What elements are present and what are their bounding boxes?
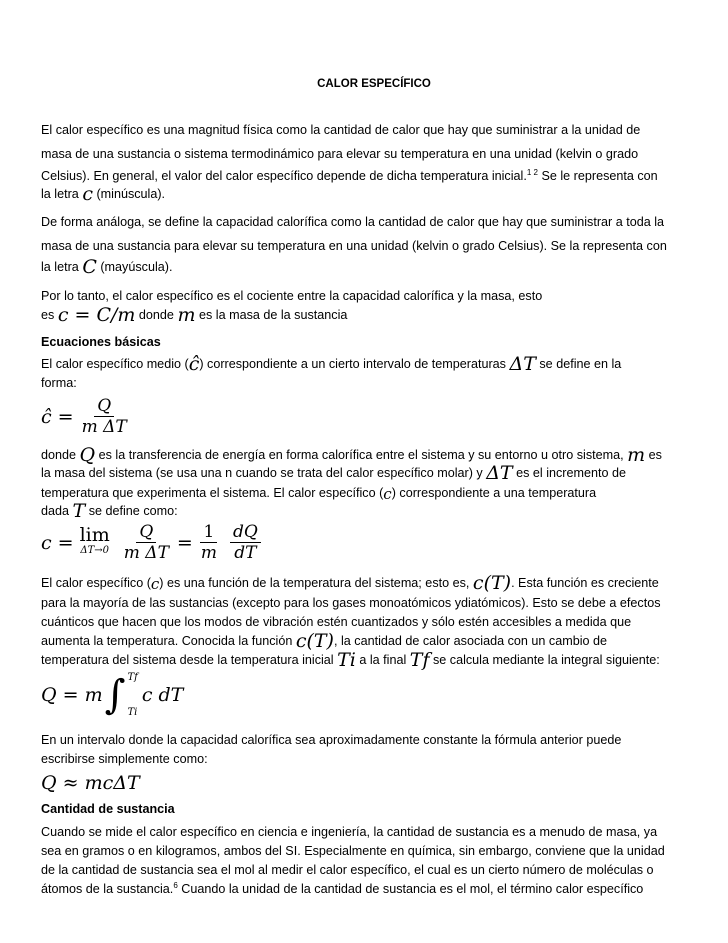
paragraph-3-line-1: Por lo tanto, el calor específico es el cociente entre la capacidad calorífica y la masa, esto bbox=[41, 289, 543, 303]
text: la letra bbox=[41, 187, 83, 201]
math-symbol: C bbox=[82, 256, 97, 278]
paragraph-6-line-5 bbox=[41, 649, 660, 671]
text: se define como: bbox=[85, 504, 178, 518]
denominator: m ΔT bbox=[81, 417, 127, 437]
math-symbol: T bbox=[72, 500, 86, 522]
paragraph-4-line-1 bbox=[41, 353, 622, 375]
paragraph-5-line-3 bbox=[41, 485, 596, 502]
paragraph-5-line-2 bbox=[41, 462, 627, 484]
text: átomos de la sustancia. bbox=[41, 882, 174, 896]
math-expression: c(T) bbox=[295, 630, 334, 652]
equation-constant-heat: Q ≈ mcΔT bbox=[41, 772, 140, 794]
integral-sign: ∫ bbox=[104, 672, 126, 718]
text: es la masa de la sustancia bbox=[195, 308, 348, 322]
text: temperatura que experimenta el sistema. El calor específico ( bbox=[41, 486, 384, 500]
denominator: m ΔT bbox=[123, 543, 169, 563]
text: Cuando la unidad de la cantidad de sustancia es el mol, el término calor específico bbox=[177, 882, 644, 896]
math-symbol: ΔT bbox=[486, 462, 513, 484]
math-symbol: ĉ bbox=[188, 353, 200, 375]
text: donde bbox=[41, 448, 80, 462]
paragraph-1-line-3 bbox=[41, 168, 658, 184]
paragraph-6-line-2: para la mayoría de las sustancias (excepto para los gases monoatómicos ydiatómicos). Esto se debe a efectos bbox=[41, 596, 661, 610]
text: la masa del sistema (se usa una n cuando se trata del calor específico molar) y bbox=[41, 466, 487, 480]
fraction bbox=[121, 522, 172, 563]
integrand: c dT bbox=[141, 684, 184, 706]
limit-operator: lim bbox=[79, 523, 110, 546]
equation-heat-integral bbox=[41, 672, 183, 718]
text: donde bbox=[135, 308, 178, 322]
paragraph-1-line-1: El calor específico es una magnitud física como la cantidad de calor que hay que suministrar a la unidad de bbox=[41, 123, 641, 137]
text: . Esta función es creciente bbox=[511, 576, 659, 590]
fraction bbox=[198, 522, 220, 563]
paragraph-8-line-3: de la cantidad de sustancia sea el mol al medir el calor específico, el cual es un cierto número de moléculas o bbox=[41, 863, 654, 877]
paragraph-2-line-1: De forma análoga, se define la capacidad calorífica como la cantidad de calor que hay que suministrar a toda la bbox=[41, 215, 665, 229]
paragraph-8-line-2: sea en gramos o en kilogramos, ambos del SI. Especialmente en química, sin embargo, conviene que la unidad bbox=[41, 844, 665, 858]
page-title: CALOR ESPECÍFICO bbox=[317, 78, 431, 90]
math-symbol: c bbox=[150, 575, 160, 593]
text: ) es una función de la temperatura del sistema; esto es, bbox=[159, 576, 473, 590]
text: es bbox=[41, 308, 58, 322]
paragraph-7-line-2: escribirse simplemente como: bbox=[41, 752, 208, 766]
limit bbox=[79, 523, 110, 559]
paragraph-1-line-2: masa de una sustancia o sistema termodinámico para elevar su temperatura en una unidad (kelvin o grado bbox=[41, 147, 639, 161]
math-symbol: m bbox=[627, 444, 646, 466]
paragraph-1-line-4 bbox=[41, 183, 166, 205]
math-symbol: m bbox=[177, 304, 196, 326]
numerator: dQ bbox=[230, 522, 261, 543]
numerator: Q bbox=[136, 522, 156, 543]
text: El calor específico medio ( bbox=[41, 357, 189, 371]
fraction bbox=[79, 396, 130, 437]
text: es la transferencia de energía en forma calorífica entre el sistema y su entorno u otro sistema, bbox=[95, 448, 628, 462]
limit-subscript: ΔT→0 bbox=[80, 544, 110, 556]
denominator: m bbox=[200, 543, 217, 563]
text: (minúscula). bbox=[92, 187, 166, 201]
paragraph-4-line-2: forma: bbox=[41, 376, 77, 390]
paragraph-6-line-4 bbox=[41, 630, 608, 652]
math-symbol: c bbox=[82, 183, 93, 205]
text: Se le representa con bbox=[537, 169, 658, 183]
upper-limit: Tf bbox=[127, 672, 138, 683]
text: Celsius). En general, el valor del calor específico depende de dicha temperatura inicial. bbox=[41, 169, 527, 183]
paragraph-8-line-4 bbox=[41, 881, 643, 897]
paragraph-2-line-3 bbox=[41, 256, 173, 278]
footnote-ref: 6 bbox=[173, 881, 178, 890]
text: se calcula mediante la integral siguiente: bbox=[429, 653, 660, 667]
paragraph-7-line-1: En un intervalo donde la capacidad calorífica sea aproximadamente constante la fórmula anterior puede bbox=[41, 733, 622, 747]
math-expression: c = C/m bbox=[57, 304, 136, 326]
equation-specific-heat-limit bbox=[41, 522, 266, 563]
integral-limits bbox=[127, 672, 137, 718]
equals-sign: = bbox=[176, 531, 193, 554]
text: ) correspondiente a un cierto intervalo de temperaturas bbox=[199, 357, 510, 371]
footnote-ref: 1 2 bbox=[526, 168, 538, 177]
equation-lhs: c = bbox=[41, 531, 74, 554]
equation-lhs: Q = m bbox=[41, 684, 103, 706]
math-symbol: c bbox=[383, 485, 392, 503]
denominator: dT bbox=[234, 543, 257, 563]
text: es el incremento de bbox=[512, 466, 627, 480]
text: dada bbox=[41, 504, 73, 518]
math-symbol: Q bbox=[79, 444, 96, 466]
math-expression: c(T) bbox=[472, 572, 512, 594]
text: es bbox=[645, 448, 662, 462]
text: El calor específico ( bbox=[41, 576, 151, 590]
text: temperatura del sistema desde la temperatura inicial bbox=[41, 653, 338, 667]
paragraph-5-line-4 bbox=[41, 500, 178, 522]
numerator: Q bbox=[94, 396, 114, 417]
section-heading-cantidad: Cantidad de sustancia bbox=[41, 802, 175, 816]
paragraph-8-line-1: Cuando se mide el calor específico en ciencia e ingeniería, la cantidad de sustancia es a menudo de masa, ya bbox=[41, 825, 658, 839]
text: aumenta la temperatura. Conocida la función bbox=[41, 634, 296, 648]
text: la letra bbox=[41, 260, 83, 274]
fraction bbox=[230, 522, 261, 563]
paragraph-2-line-2: masa de una sustancia para elevar su temperatura en una unidad (kelvin o grado Celsius). Se la representa con bbox=[41, 239, 667, 253]
text: se define en la bbox=[535, 357, 622, 371]
section-heading-ecuaciones: Ecuaciones básicas bbox=[41, 335, 161, 349]
text: ) correspondiente a una temperatura bbox=[391, 486, 597, 500]
text: , la cantidad de calor asociada con un cambio de bbox=[333, 634, 608, 648]
paragraph-3-line-2 bbox=[41, 304, 348, 326]
text: a la final bbox=[355, 653, 410, 667]
math-symbol: Tf bbox=[409, 649, 430, 671]
paragraph-6-line-3: cuánticos que hacen que los modos de vibración estén cuantizados y sólo estén accesibles a medida que bbox=[41, 615, 632, 629]
paragraph-6-line-1 bbox=[41, 572, 659, 594]
equation-lhs: ĉ = bbox=[41, 405, 74, 428]
math-symbol: Ti bbox=[337, 649, 356, 671]
numerator: 1 bbox=[200, 522, 217, 543]
equation-mean-specific-heat bbox=[41, 396, 135, 437]
text: (mayúscula). bbox=[96, 260, 173, 274]
math-symbol: ΔT bbox=[509, 353, 536, 375]
paragraph-5-line-1 bbox=[41, 444, 662, 466]
lower-limit: Ti bbox=[127, 707, 138, 718]
